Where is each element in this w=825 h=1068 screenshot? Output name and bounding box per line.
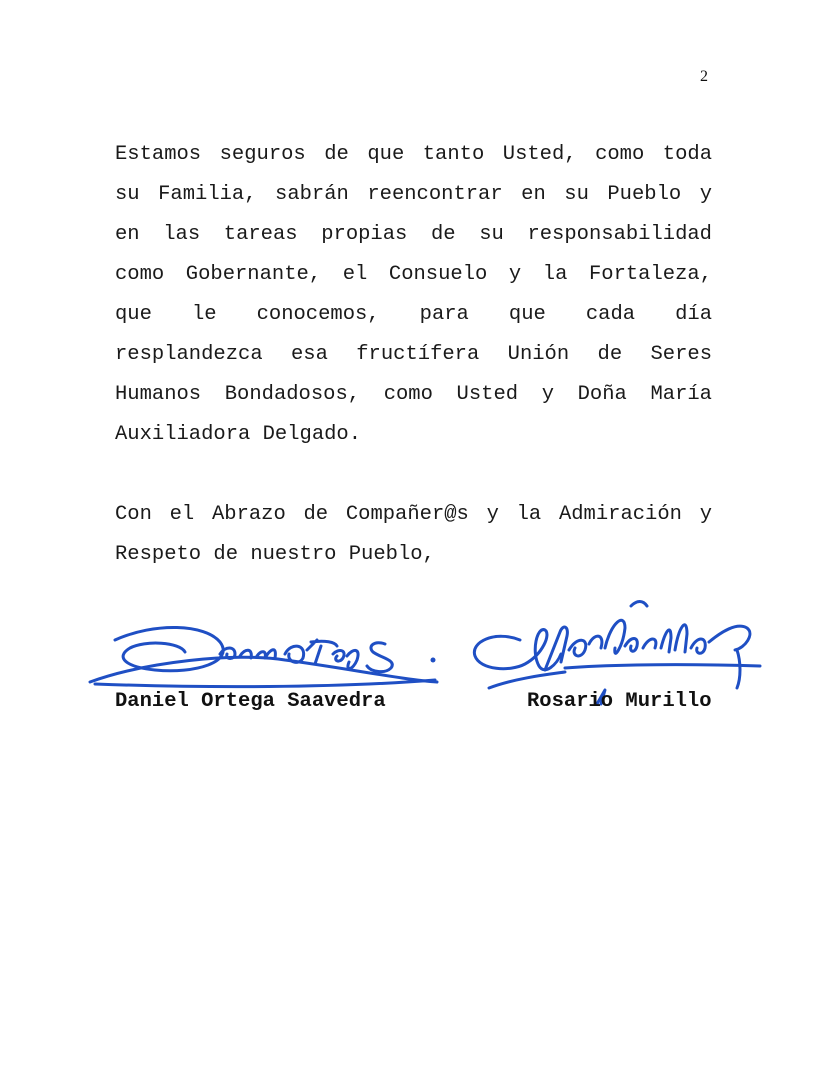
paragraph-line: resplandezca esa fructífera Unión de Seres: [115, 343, 712, 366]
page-number: 2: [700, 68, 708, 85]
signature-daniel-ortega: [85, 612, 445, 697]
paragraph-line: en las tareas propias de su responsabilidad: [115, 223, 712, 246]
paragraph-line: su Familia, sabrán reencontrar en su Pueblo y: [115, 183, 712, 206]
paragraph-line: Con el Abrazo de Compañer@s y la Admiración y: [115, 503, 712, 526]
paragraph-line: Auxiliadora Delgado.: [115, 423, 362, 446]
paragraph-line: que le conocemos, para que cada día: [115, 303, 712, 326]
closing-paragraph: [115, 135, 712, 455]
paragraph-line: Respeto de nuestro Pueblo,: [115, 543, 435, 566]
paragraph-line: Humanos Bondadosos, como Usted y Doña María: [115, 383, 712, 406]
signer-name-left: Daniel Ortega Saavedra: [115, 690, 386, 713]
signer-name-right: Rosario Murillo: [527, 690, 712, 713]
paragraph-line: como Gobernante, el Consuelo y la Fortaleza,: [115, 263, 712, 286]
valediction-paragraph: [115, 495, 712, 575]
paragraph-line: Estamos seguros de que tanto Usted, como toda: [115, 143, 712, 166]
